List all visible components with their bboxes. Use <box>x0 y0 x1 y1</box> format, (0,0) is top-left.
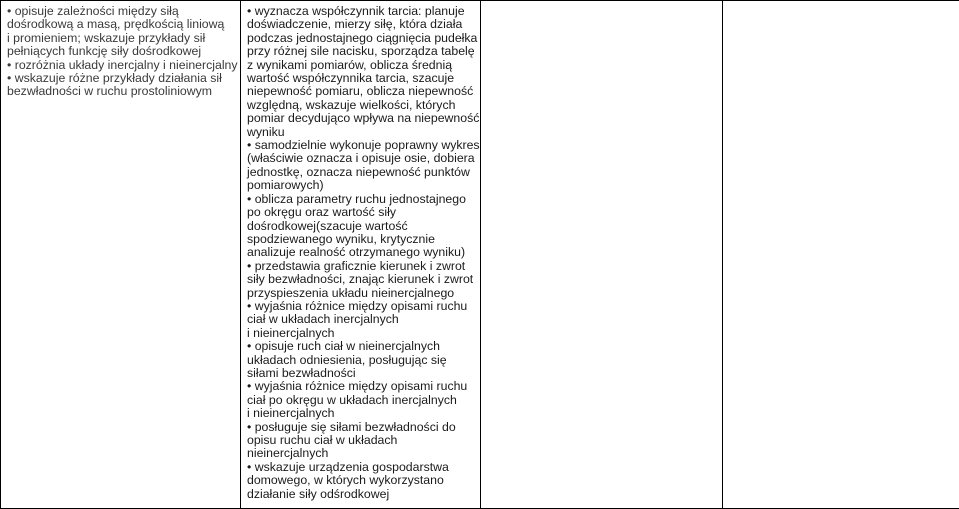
text-line: • przedstawia graficznie kierunek i zwrot <box>247 258 466 273</box>
empty-cell-4 <box>723 1 959 509</box>
empty-cell-3 <box>481 1 723 509</box>
text-line: przy różnej sile nacisku, sporządza tabelę <box>247 44 475 59</box>
text-line: spodziewanego wyniku, krytycznie <box>247 231 435 246</box>
text-line: układach odniesienia, posługując się <box>247 352 447 367</box>
text-line: • wskazuje urządzenia gospodarstwa <box>247 459 449 474</box>
text-line: • posługuje się siłami bezwładności do <box>247 419 456 434</box>
text-line: • samodzielnie wykonuje poprawny wykres <box>247 138 480 153</box>
text-line: analizuje realność otrzymanego wyniku) <box>247 245 466 260</box>
text-line: • wskazuje różne przykłady działania sił <box>7 71 222 86</box>
text-line: (właściwie oznacza i opisuje osie, dobiera <box>247 151 475 166</box>
requirements-cell-basic <box>1 1 241 509</box>
text-line: siłami bezwładności <box>247 365 356 380</box>
text-line: • opisuje ruch ciał w nieinercjalnych <box>247 339 440 354</box>
text-line: • oblicza parametry ruchu jednostajnego <box>247 191 466 206</box>
text-line: i nieinercjalnych <box>247 406 335 421</box>
text-line: podczas jednostajnego ciągnięcia pudełka <box>247 30 478 45</box>
text-line: • rozróżnia układy inercjalny i nieinercjalny <box>7 57 238 72</box>
text-line: i nieinercjalnych <box>247 325 335 340</box>
text-line: dośrodkowej(szacuje wartość <box>247 218 408 233</box>
text-line: doświadczenie, mierzy siłę, która działa <box>247 17 463 32</box>
text-line: dośrodkową a masą, prędkością liniową <box>7 17 225 32</box>
requirements-cell-extended <box>241 1 481 509</box>
text-line: siły bezwładności, znając kierunek i zwrot <box>247 272 474 287</box>
text-line: opisu ruchu ciał w układach <box>247 433 398 447</box>
text-line: przyspieszenia układu nieinercjalnego <box>247 285 455 300</box>
text-line: • opisuje zależności między siłą <box>7 4 179 18</box>
text-line: • wyjaśnia różnice między opisami ruchu <box>247 298 468 313</box>
text-line: domowego, w których wykorzystano <box>247 473 444 488</box>
text-line: niepewność pomiaru, oblicza niepewność <box>247 84 474 99</box>
text-line: nieinercjalnych <box>247 446 329 461</box>
text-line: ciał po okręgu w układach inercjalnych <box>247 392 457 407</box>
text-line: • wyznacza współczynnik tarcia: planuje <box>247 4 465 18</box>
text-line: pełniących funkcję siły dośrodkowej <box>7 44 202 59</box>
text-line: wyniku <box>247 124 285 139</box>
text-line: bezwładności w ruchu prostoliniowym <box>7 84 213 99</box>
text-line: ciał w układach inercjalnych <box>247 312 399 327</box>
text-line: • wyjaśnia różnice między opisami ruchu <box>247 379 468 394</box>
text-line: jednostkę, oznacza niepewność punktów <box>247 164 470 179</box>
text-line: i promieniem; wskazuje przykłady sił <box>7 30 206 45</box>
text-line: z wynikami pomiarów, oblicza średnią <box>247 57 453 72</box>
text-line: pomiarowych) <box>247 178 324 193</box>
text-line: wartość współczynnika tarcia, szacuje <box>247 71 455 86</box>
text-line: pomiar decydująco wpływa na niepewność <box>247 111 480 126</box>
table-row <box>1 1 959 509</box>
text-line: po okręgu oraz wartość siły <box>247 205 396 220</box>
text-line: działanie siły odśrodkowej <box>247 486 390 501</box>
text-line: względną, wskazuje wielkości, których <box>247 97 456 112</box>
